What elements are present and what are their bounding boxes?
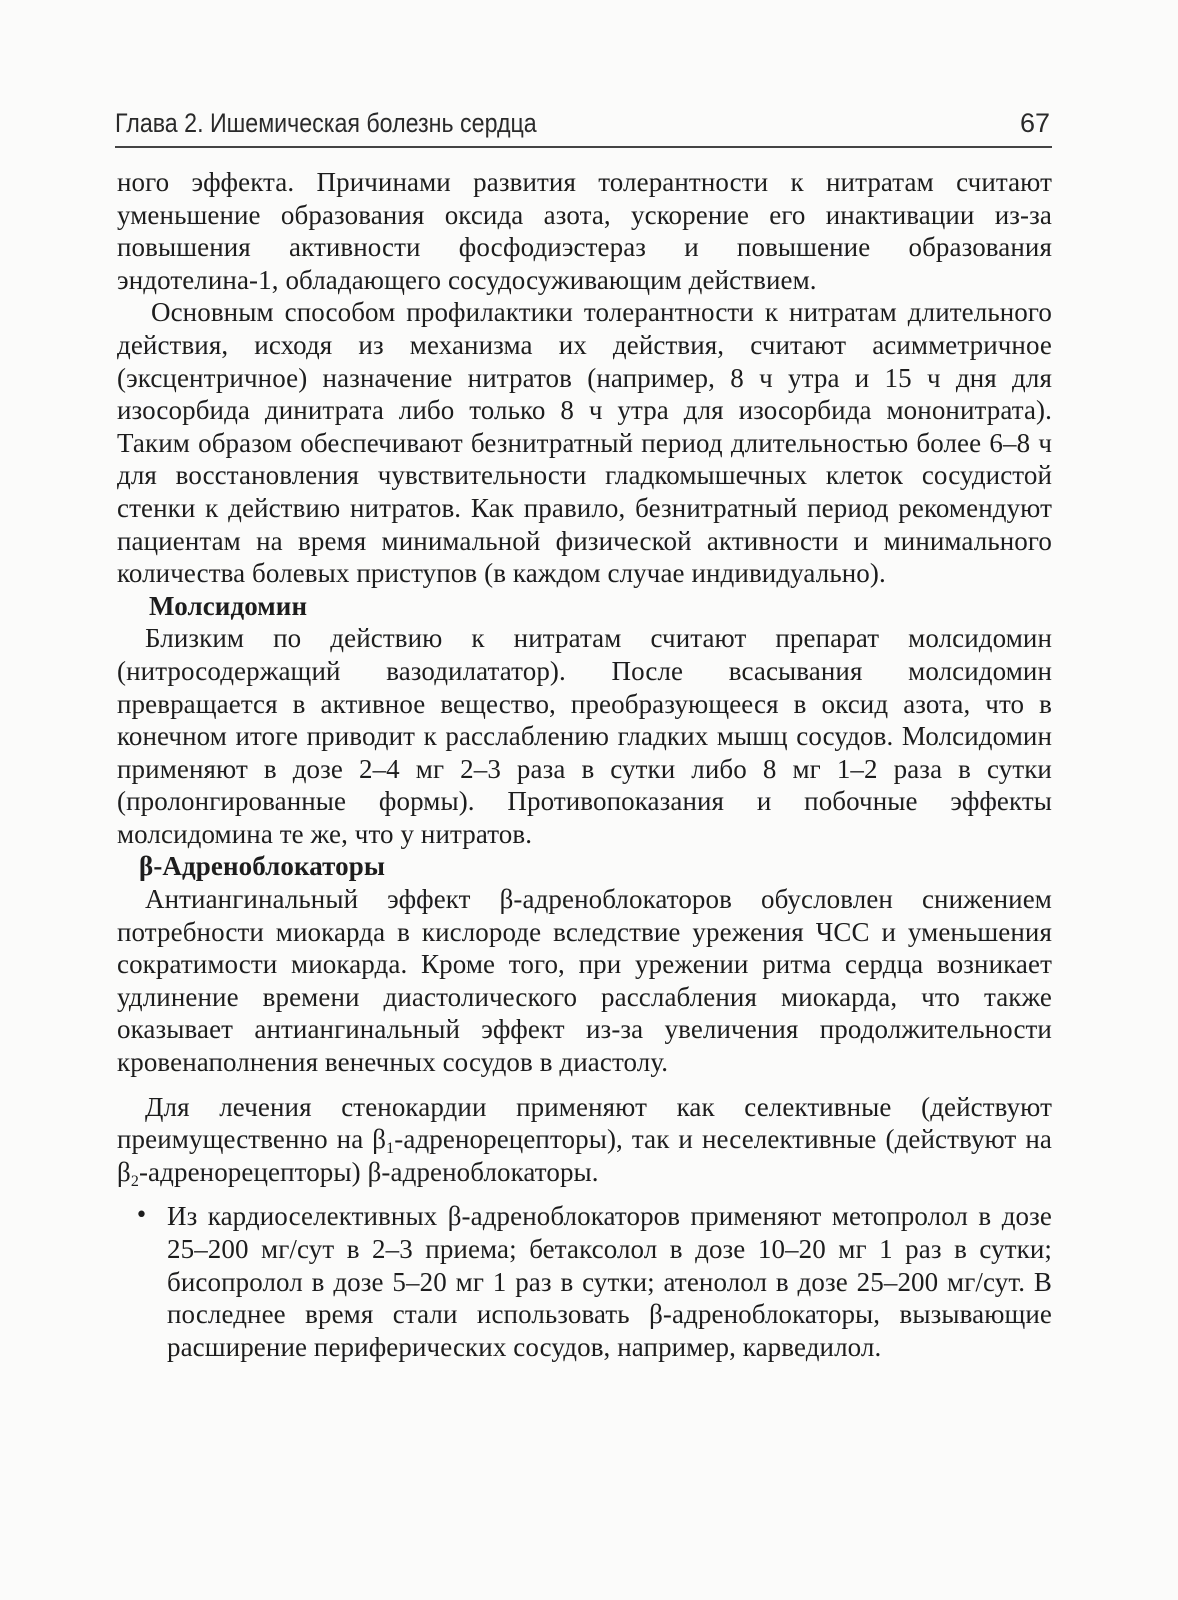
paragraph-molsidomine: Близким по действию к нитратам считают препарат молсидомин (нитросодержащий вазодилататор). После всасывания молсидомин превращается в активное вещество, преобразующееся в оксид азота, что в конечном итоге приводит к расслаблению гладких мышц сосудов. Молсидомин применяют в дозе 2–4 мг 2–3 раза в сутки либо 8 мг 1–2 раза в сутки (пролонгированные формы). Противопоказания и побочные эффекты молсидомина те же, что у нитратов. [117, 623, 1052, 849]
heading-molsidomine: Молсидомин [149, 590, 308, 621]
bullet-list [117, 1200, 1052, 1363]
list-item [117, 1200, 1052, 1363]
running-header [115, 106, 1052, 148]
heading-beta-blockers: β-Адреноблокаторы [139, 851, 386, 882]
types-text-part1: Для лечения стенокардии применяют как селективные (действуют преимущественно на β [117, 1091, 1052, 1155]
types-text-part2: -адренорецепторы), так и неселективные (действуют на β [117, 1124, 1053, 1187]
paragraph-tolerance-causes: ного эффекта. Причинами развития толерантности к нитратам считают уменьшение образования оксида азота, ускорение его инактивации из-за повышения активности фосфодиэстераз и повышение образования эндотелина-1, обладающего сосудосуживающим действием. [117, 167, 1052, 295]
list-item-text: Из кардиоселективных β-адреноблокаторов применяют метопролол в дозе 25–200 мг/сут в 2–3 приема; бетаксолол в дозе 10–20 мг 1 раз в сутки; бисопролол в дозе 5–20 мг 1 раз в сутки; атенолол в дозе 25–200 мг/сут. В последнее время стали использовать β-адреноблокаторы, вызывающие расширение периферических сосудов, например, карведилол. [167, 1201, 1052, 1362]
bullet-icon: • [135, 1203, 149, 1229]
paragraph-beta-blockers-effect: Антиангинальный эффект β-адреноблокаторов обусловлен снижением потребности миокарда в кислороде вследствие урежения ЧСС и уменьшения сократимости миокарда. Кроме того, при урежении ритма сердца возникает удлинение времени диастолического расслабления миокарда, что также оказывает антиангинальный эффект из-за увеличения продолжительности кровенаполнения венечных сосудов в диастолу. [117, 884, 1052, 1078]
chapter-title: Глава 2. Ишемическая болезнь сердца [115, 108, 537, 138]
page-body [117, 166, 1052, 1363]
paragraph-tolerance-prevention: Основным способом профилактики толерантности к нитратам длительного действия, исходя из механизма их действия, считают асимметричное (эксцентричное) назначение нитратов (например, 8 ч утра и 15 ч дня для изосорбида динитрата либо только 8 ч утра для изосорбида мононитрата). Таким образом обеспечивают безнитратный период длительностью более 6–8 ч для восстановления чувствительности гладкомышечных клеток сосудистой стенки к действию нитратов. Как правило, безнитратный период рекомендуют пациентам на время минимальной физической активности и минимального количества болевых приступов (в каждом случае индивидуально). [117, 297, 1052, 589]
subscript-1: 1 [386, 1140, 395, 1158]
subscript-2: 2 [130, 1172, 139, 1190]
page-number: 67 [1019, 108, 1050, 138]
types-text-part3: -адренорецепторы) β-адреноблокаторы. [138, 1156, 599, 1187]
paragraph-beta-blockers-types [117, 1091, 1052, 1189]
